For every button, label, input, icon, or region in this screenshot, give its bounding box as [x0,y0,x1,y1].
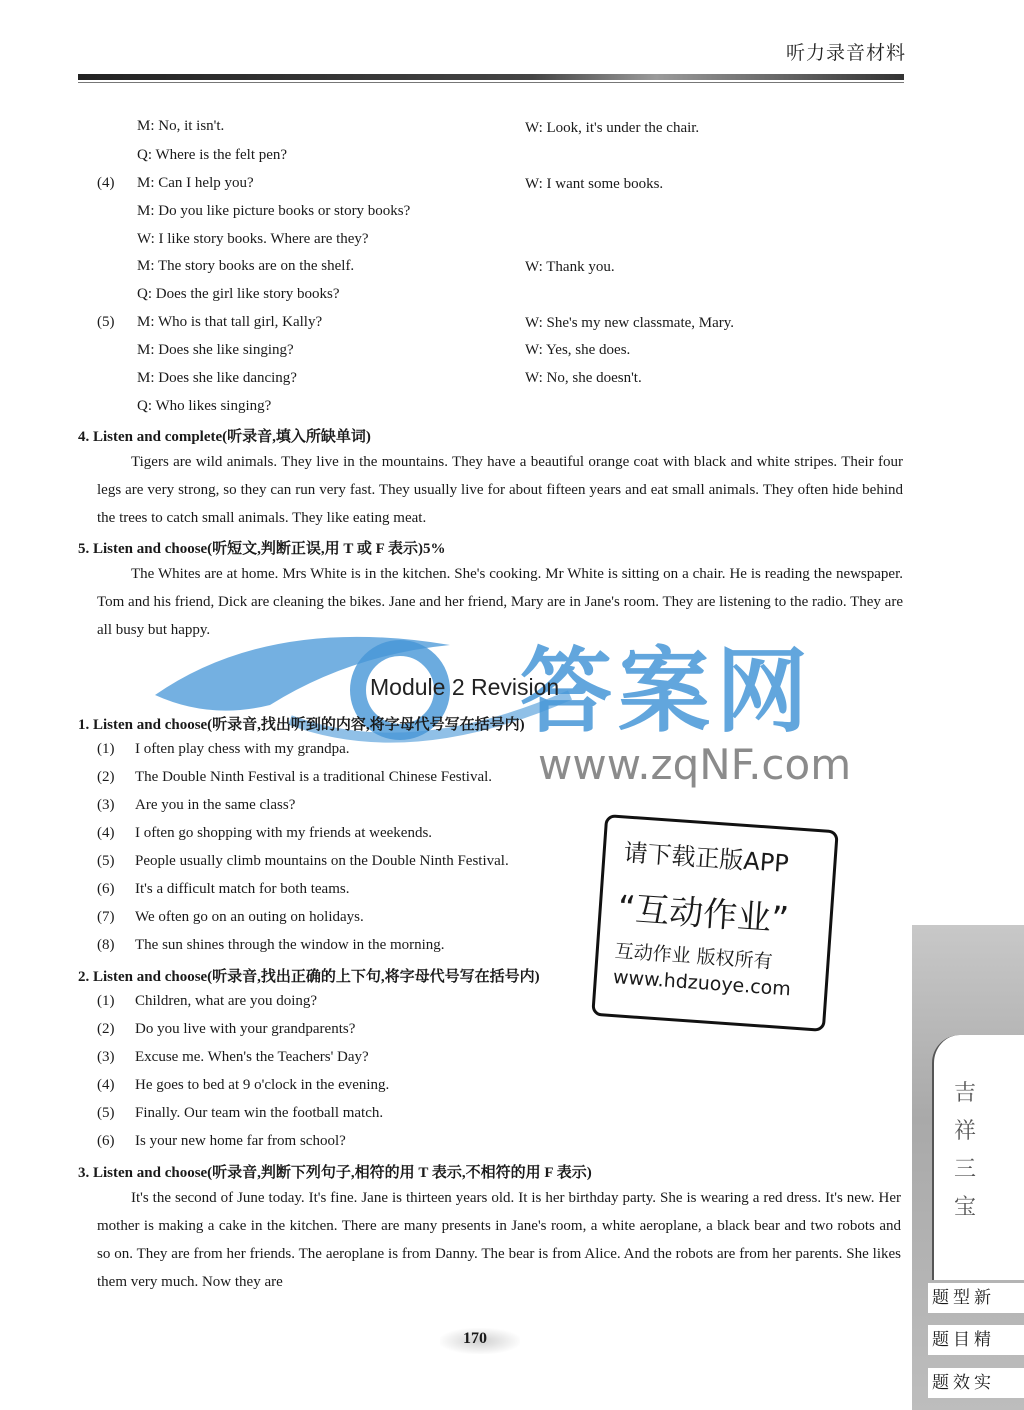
dialogue-line: W: No, she doesn't. [525,370,642,386]
side-tab-panel [932,1035,1024,1280]
watermark-site-name: 答案网 [520,638,815,745]
header-rule-thin [78,82,904,83]
list-item: Children, what are you doing? [135,993,318,1009]
dialogue-line: W: I want some books. [525,176,664,192]
dialogue-line: Q: Who likes singing? [137,398,272,414]
stamp-line: 请下载正版APP [622,838,790,878]
section3-paragraph: It's the second of June today. It's fine. Jane is thirteen years old. It is her birthday party. She is wearing a red dress. It's new. Her mother is making a cake in the kitchen. There are many presents in Jane's room, a white aeroplane, a black bear and two robots and so on. They are from her friends. The aeroplane is from Danny. The bear is from Alice. And the robots are from her parents. She likes them very much. Now they are [97,1190,901,1290]
item-number: (8) [97,937,115,953]
running-header: 听力录音材料 [785,42,906,64]
dialogue-line: M: Who is that tall girl, Kally? [137,314,323,330]
dialogue-line: M: Can I help you? [137,175,254,191]
watermark-url: www.zqNF.com [538,740,852,789]
page-number: 170 [463,1330,487,1347]
stamp-line: “互动作业” [616,888,791,941]
dialogue-line: Q: Does the girl like story books? [137,286,340,302]
header-rule [78,74,904,80]
dialogue-line: W: Look, it's under the chair. [525,120,700,136]
item-number: (5) [97,853,115,869]
list-item: Are you in the same class? [135,797,296,813]
dialogue-line: M: No, it isn't. [137,118,225,134]
copyright-stamp [591,814,839,1032]
item-number: (3) [97,797,115,813]
item-number: (5) [97,1105,115,1121]
side-tag: 题效实 [928,1368,1024,1398]
item-number: (3) [97,1049,115,1065]
stamp-line: www.hdzuoye.com [612,966,792,1001]
item-number: (6) [97,881,115,897]
dialogue-number: (5) [97,314,115,330]
item-number: (6) [97,1133,115,1149]
item-number: (2) [97,1021,115,1037]
list-item: Do you live with your grandparents? [135,1021,356,1037]
section-heading: 1. Listen and choose(听录音,找出听到的内容,将字母代号写在括号内) [78,717,525,733]
item-number: (2) [97,769,115,785]
item-number: (4) [97,825,115,841]
side-tag: 题目精 [928,1325,1024,1355]
item-number: (1) [97,993,115,1009]
item-number: (7) [97,909,115,925]
list-item: I often play chess with my grandpa. [135,741,350,757]
dialogue-line: M: Does she like singing? [137,342,294,358]
section4-paragraph: Tigers are wild animals. They live in the mountains. They have a beautiful orange coat with black and white stripes. Their four legs are very strong, so they can run very fast. They usually live for about fifteen years and eat small animals. They often hide behind the trees to catch small animals. They like eating meat. [97,454,903,526]
dialogue-line: M: Do you like picture books or story books? [137,203,411,219]
side-tab-title: 吉祥三宝 [953,1081,976,1220]
module-title: Module 2 Revision [370,674,560,700]
dialogue-number: (4) [97,175,115,191]
dialogue-line: W: She's my new classmate, Mary. [525,315,735,331]
list-item: People usually climb mountains on the Double Ninth Festival. [135,853,509,869]
list-item: Is your new home far from school? [135,1133,346,1149]
section-heading: 2. Listen and choose(听录音,找出正确的上下句,将字母代号写在括号内) [78,969,540,985]
stamp-line: 互动作业 版权所有 [614,940,774,974]
item-number: (1) [97,741,115,757]
section-heading: 4. Listen and complete(听录音,填入所缺单词) [78,429,371,445]
list-item: We often go on an outing on holidays. [135,909,364,925]
list-item: Excuse me. When's the Teachers' Day? [135,1049,369,1065]
dialogue-line: Q: Where is the felt pen? [137,147,288,163]
section5-paragraph: The Whites are at home. Mrs White is in the kitchen. She's cooking. Mr White is sitting on a chair. He is reading the newspaper. Tom and his friend, Dick are cleaning the bikes. Jane and her friend, Mary are in Jane's room. They are listening to the radio. They are all busy but happy. [97,566,903,638]
side-tag: 题型新 [928,1283,1024,1313]
item-number: (4) [97,1077,115,1093]
list-item: It's a difficult match for both teams. [135,881,350,897]
list-item: I often go shopping with my friends at weekends. [135,825,433,841]
dialogue-line: W: Thank you. [525,259,615,275]
dialogue-line: W: Yes, she does. [525,342,631,358]
dialogue-line: M: Does she like dancing? [137,370,297,386]
dialogue-line: W: I like story books. Where are they? [137,231,369,247]
list-item: The Double Ninth Festival is a traditional Chinese Festival. [135,769,493,785]
dialogue-line: M: The story books are on the shelf. [137,258,355,274]
section-heading: 3. Listen and choose(听录音,判断下列句子,相符的用 T 表示,不相符的用 F 表示) [78,1165,592,1181]
list-item: He goes to bed at 9 o'clock in the evening. [135,1077,390,1093]
list-item: Finally. Our team win the football match. [135,1105,384,1121]
list-item: The sun shines through the window in the morning. [135,937,445,953]
section-heading: 5. Listen and choose(听短文,判断正误,用 T 或 F 表示)5% [78,541,446,557]
